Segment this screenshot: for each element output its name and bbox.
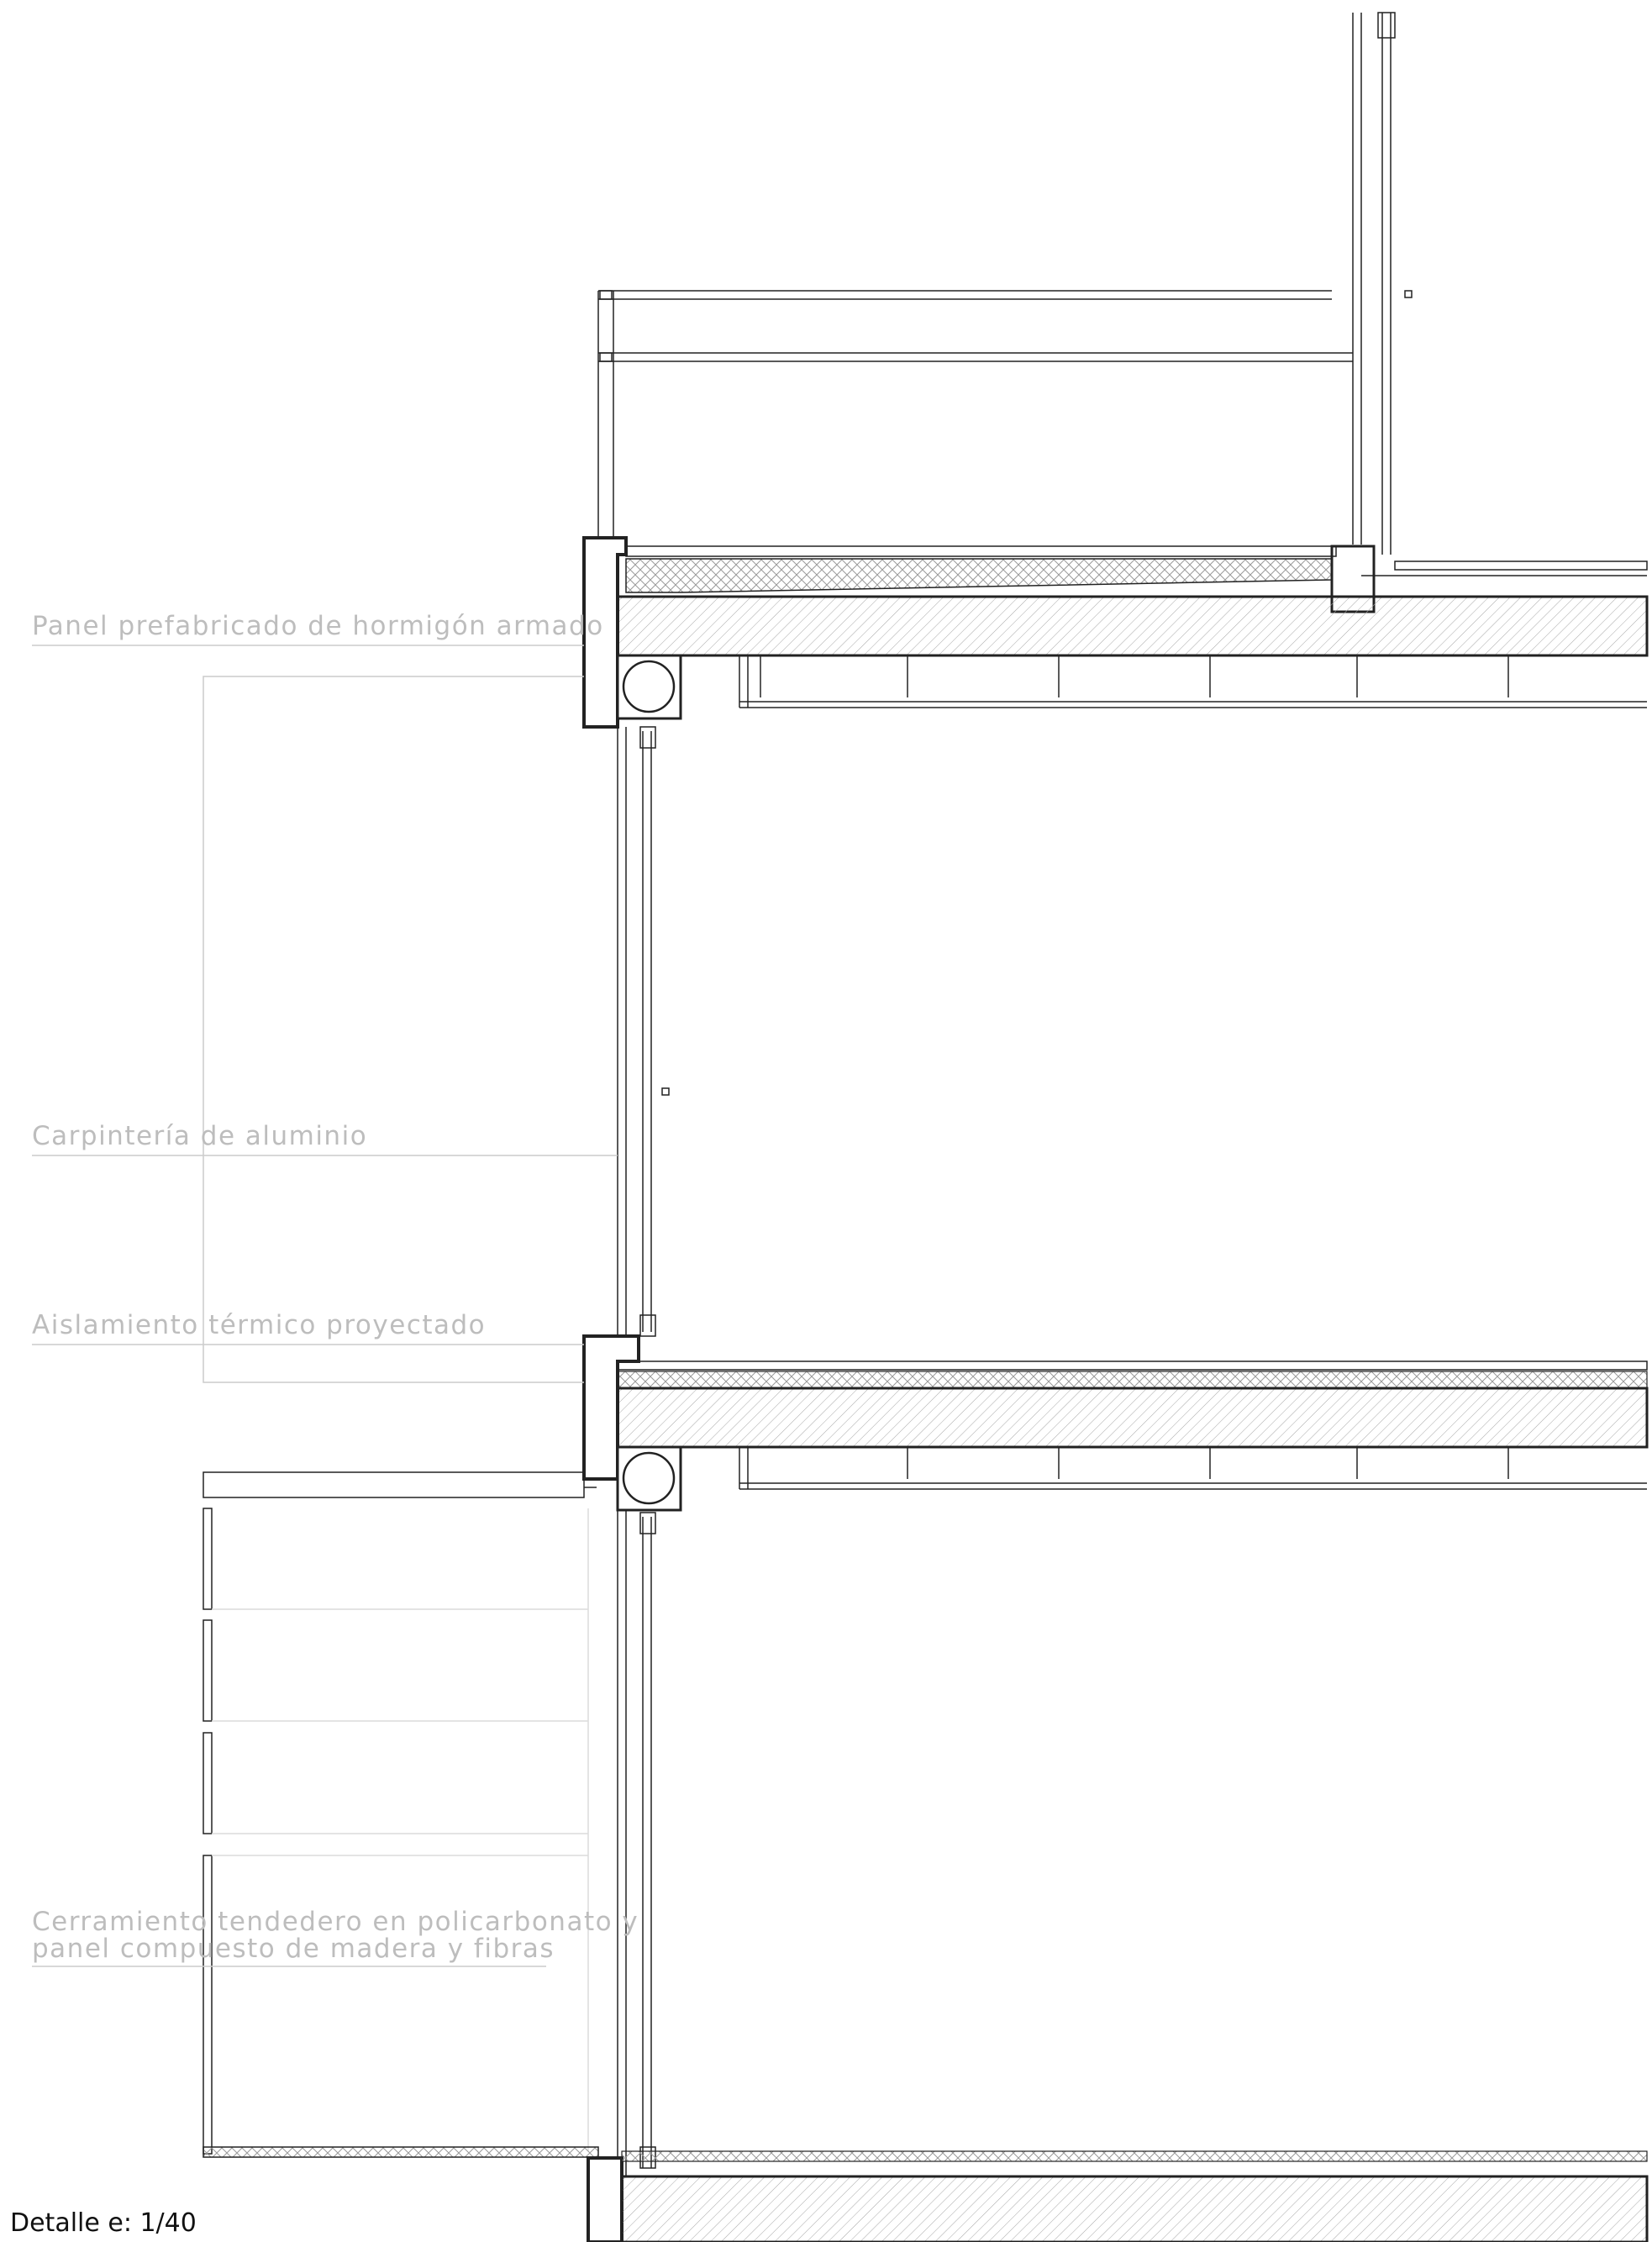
label-precast-concrete-panel: Panel prefabricado de hormigón armado — [32, 611, 604, 641]
label-drying-enclosure-line2: panel compuesto de madera y fibras — [32, 1934, 555, 1964]
drying-enclosure — [203, 1472, 598, 2157]
lower-window-frame — [618, 1510, 655, 2176]
middle-floor-slab — [618, 1361, 1647, 1447]
bottom-floor-slab — [588, 2151, 1647, 2242]
balcony-railing — [598, 291, 1353, 542]
upper-window-frame — [1353, 13, 1412, 555]
detail-scale-label: Detalle e: 1/40 — [10, 2208, 197, 2238]
aluminium-window-frame — [618, 727, 669, 1340]
upper-suspended-ceiling — [739, 655, 1647, 708]
label-drying-enclosure-line1: Cerramiento tendedero en policarbonato y — [32, 1907, 639, 1937]
label-sprayed-thermal-insulation: Aislamiento térmico proyectado — [32, 1310, 487, 1340]
label-aluminium-carpentry: Carpintería de aluminio — [32, 1121, 368, 1151]
annotation-leaders — [32, 645, 618, 1966]
middle-suspended-ceiling — [739, 1447, 1647, 1489]
